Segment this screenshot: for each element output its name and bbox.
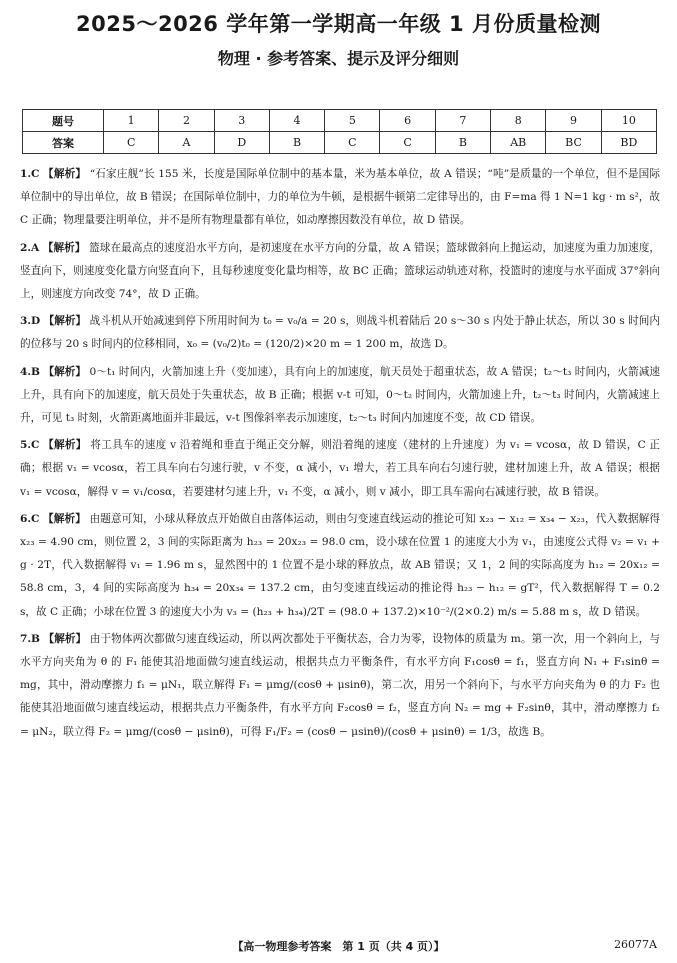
question-number-cell: 4 (269, 110, 324, 132)
solution-item-3 (20, 310, 660, 356)
solution-text: 战斗机从开始减速到停下所用时间为 t₀ = v₀/a = 20 s，则战斗机着陆后 20 s～30 s 内处于静止状态，所以 30 s 时间内的位移与 20 s 时间内的位移相同，x₀ = (v₀/2)t₀ = (120/2)×20 m = 1 200 m，故选 D。 (20, 315, 660, 351)
solution-item-2 (20, 237, 660, 307)
document-subtitle: 物理 · 参考答案、提示及评分细则 (217, 49, 460, 68)
analysis-tag: 【解析】 (43, 632, 87, 645)
solution-number: 7.B (20, 632, 41, 645)
analysis-tag: 【解析】 (43, 315, 87, 328)
solution-number: 2.A (20, 241, 40, 254)
answer-header: 答案 (23, 132, 104, 154)
solution-text: 篮球在最高点的速度沿水平方向，是初速度在水平方向的分量，故 A 错误；篮球做斜向上抛运动，加速度为重力加速度，竖直向下，则速度变化量方向竖直向下，且每秒速度变化量均相等，故 BC 正确；篮球运动轨迹对称，投篮时的速度与水平面成 37°斜向上，则速度方向改变 74°，故 D 正确。 (20, 241, 661, 301)
solution-item-6 (20, 508, 660, 624)
document-title: 2025～2026 学年第一学期高一年级 1 月份质量检测 (76, 12, 601, 36)
solution-text: 将工具车的速度 v 沿着绳和垂直于绳正交分解，则沿着绳的速度（建材的上升速度）为 v₁ = vcosα，故 D 错误，C 正确；根据 v₁ = vcosα，若工具车向右匀速行驶，v 不变，α 减小，v₁ 增大，若工具车向右匀速行驶，建材加速上升，故 A 错误；根据 v₁ = vcosα，解得 v = v₁/cosα，若要建材匀速上升，v₁ 不变，α 减小，则 v 减小，即工具车需向右减速行驶，故 B 错误。 (20, 439, 660, 498)
answer-cell: BC (546, 132, 601, 154)
solution-list (20, 163, 660, 748)
answer-cell: C (325, 132, 380, 154)
question-number-cell: 6 (380, 110, 435, 132)
answer-cell: D (214, 132, 269, 154)
document-code: 26077A (614, 938, 657, 951)
answer-table (22, 109, 657, 154)
solution-item-5 (20, 434, 660, 504)
question-number-header: 题号 (23, 110, 104, 132)
question-number-cell: 9 (546, 110, 601, 132)
solution-text: “石家庄舰”长 155 米，长度是国际单位制中的基本量，米为基本单位，故 A 错误；“吨”是质量的一个单位，但不是国际单位制中的导出单位，故 B 错误；在国际单位制中，力的单位为牛顿，是根据牛顿第二定律导出的，由 F=ma 得 1 N=1 kg · m s²，故 C 正确；物理量要注明单位，并不是所有物理量都有单位，如动摩擦因数没有单位，故 D 错误。 (20, 168, 660, 227)
answer-cell: A (159, 132, 214, 154)
analysis-tag: 【解析】 (43, 439, 87, 452)
answer-cell: BD (601, 132, 656, 154)
question-number-cell: 8 (491, 110, 546, 132)
answer-cell: B (435, 132, 490, 154)
question-number-cell: 7 (435, 110, 490, 132)
analysis-tag: 【解析】 (43, 168, 87, 180)
question-number-row (23, 110, 657, 132)
solution-number: 1.C (20, 168, 40, 180)
answer-cell: C (380, 132, 435, 154)
solution-text: 由于物体两次都做匀速直线运动，所以两次都处于平衡状态，合力为零，设物体的质量为 m。第一次，用一个斜向上，与水平方向夹角为 θ 的 F₁ 能使其沿地面做匀速直线运动，根据共点力平衡条件，有水平方向 F₁cosθ = f₁，竖直方向 N₁ + F₁sinθ = mg，其中，滑动摩擦力 f₁ = μN₁，联立解得 F₁ = μmg/(cosθ + μsinθ)，第二次，用另一个斜向下，与水平方向夹角为 θ 的力 F₂ 也能使其沿地面做匀速直线运动，根据共点力平衡条件，有水平方向 F₂cosθ = f₂，竖直方向 N₂ = mg + F₂sinθ，其中，滑动摩擦力 f₂ = μN₂，联立得 F₂ = μmg/(cosθ − μsinθ)，可得 F₁/F₂ = (cosθ − μsinθ)/(cosθ + μsinθ) = 1/3，故选 B。 (20, 632, 660, 738)
question-number-cell: 10 (601, 110, 656, 132)
solution-text: 由题意可知，小球从释放点开始做自由落体运动，则由匀变速直线运动的推论可知 x₂₃ − x₁₂ = x₃₄ − x₂₃，代入数据解得 x₂₃ = 4.90 cm，则位置 2，3 间的实际距离为 h₂₃ = 20x₂₃ = 98.0 cm，设小球在位置 1 的速度大小为 v₁，由速度公式得 v₂ = v₁ + g · 2T，代入数据解得 v₁ = 1.96 m s，显然图中的 1 位置不是小球的释放点，故 AB 错误；又 1，2 间的实际高度为 h₁₂ = 20x₁₂ = 58.8 cm，3，4 间的实际高度为 h₃₄ = 20x₃₄ = 137.2 cm，由匀变速直线运动的推论得 h₂₃ − h₁₂ = gT²，代入数据解得 T = 0.2 s，故 C 正确；小球在位置 3 的速度大小为 v₃ = (h₂₃ + h₃₄)/2T = (98.0 + 137.2)×10⁻²/(2×0.2) m/s = 5.88 m s，故 D 错误。 (20, 512, 661, 618)
page-footer: 【高一物理参考答案 第 1 页（共 4 页）】 (232, 940, 445, 953)
solution-item-1 (20, 163, 660, 233)
solution-number: 5.C (20, 439, 40, 452)
answer-cell: C (104, 132, 159, 154)
question-number-cell: 1 (104, 110, 159, 132)
solution-number: 4.B (20, 365, 41, 378)
solution-item-7 (20, 628, 660, 744)
answer-cell: AB (491, 132, 546, 154)
solution-number: 3.D (20, 315, 41, 328)
analysis-tag: 【解析】 (43, 512, 86, 525)
solution-number: 6.C (20, 512, 40, 525)
answer-row (23, 132, 657, 154)
solution-item-4 (20, 361, 660, 431)
analysis-tag: 【解析】 (42, 241, 86, 254)
question-number-cell: 2 (159, 110, 214, 132)
question-number-cell: 3 (214, 110, 269, 132)
answer-cell: B (269, 132, 324, 154)
question-number-cell: 5 (325, 110, 380, 132)
analysis-tag: 【解析】 (43, 365, 87, 378)
solution-text: 0～t₁ 时间内，火箭加速上升（变加速），具有向上的加速度，航天员处于超重状态，故 A 错误；t₂～t₃ 时间内，火箭减速上升，具有向下的加速度，航天员处于失重状态，故 B 正确；根据 v-t 可知，0～t₂ 时间内，火箭加速上升，t₂～t₃ 时间内，火箭减速上升，可见 t₃ 时刻，火箭距离地面并非最远，v-t 图像斜率表示加速度，t₂～t₃ 时间内加速度不变，故 CD 错误。 (20, 365, 660, 425)
